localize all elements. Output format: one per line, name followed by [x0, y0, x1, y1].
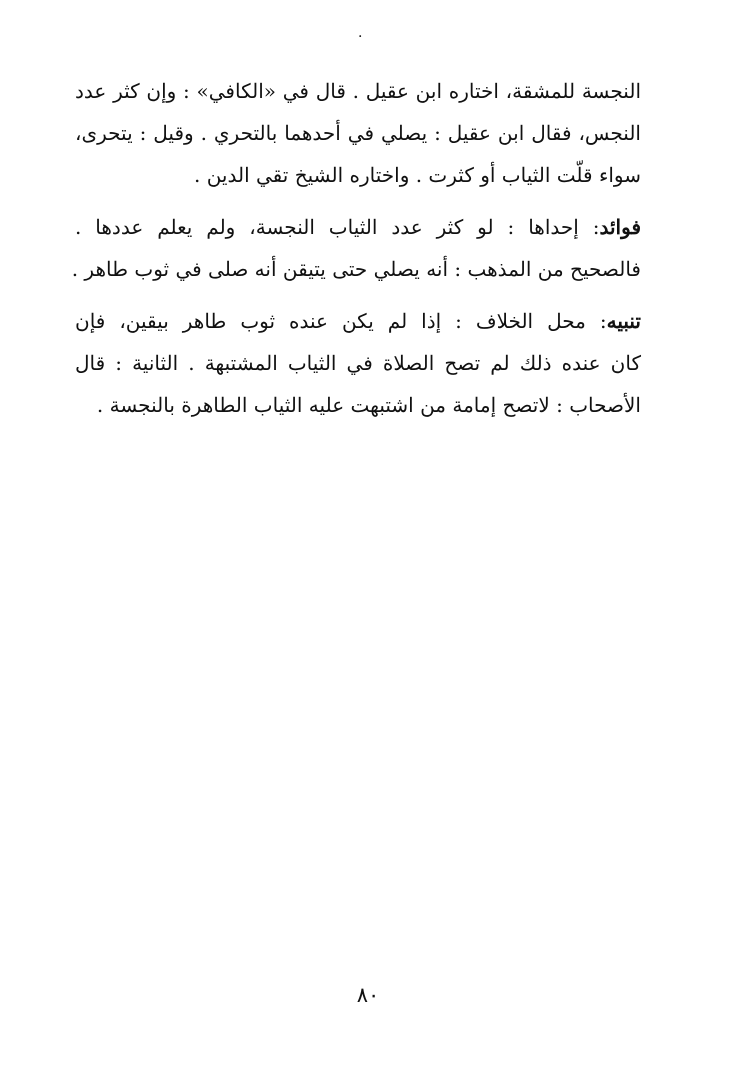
- text-segment: : إحداها : لو كثر عدد الثياب النجسة، ولم يعلم عددها .: [75, 215, 600, 239]
- text-line: كان عنده ذلك لم تصح الصلاة في الثياب المشتبهة . الثانية : قال: [75, 351, 641, 375]
- fawaid-heading: فوائد: [599, 215, 641, 239]
- body-text: [71, 70, 641, 436]
- text-line: [75, 300, 641, 342]
- text-line: النجس، فقال ابن عقيل : يصلي في أحدهما بالتحري . وقيل : يتحرى،: [75, 121, 641, 145]
- tanbih-heading: تنبيه: [606, 309, 641, 333]
- top-mark: ·: [358, 29, 363, 45]
- paragraph-1: [75, 70, 641, 196]
- text-line: الأصحاب : لاتصح إمامة من اشتبهت عليه الثياب الطاهرة بالنجسة .: [96, 393, 641, 417]
- text-line: النجسة للمشقة، اختاره ابن عقيل . قال في «الكافي» : وإن كثر عدد: [75, 79, 641, 103]
- text-line: سواء قلّت الثياب أو كثرت . واختاره الشيخ تقي الدين .: [193, 163, 641, 187]
- text-segment: : محل الخلاف : إذا لم يكن عنده ثوب طاهر بيقين، فإن: [75, 309, 607, 333]
- page-number: ٨٠: [356, 983, 380, 1007]
- paragraph-tanbih: [75, 300, 641, 426]
- text-line: [75, 206, 641, 248]
- paragraph-fawaid: [71, 206, 641, 290]
- text-line: فالصحيح من المذهب : أنه يصلي حتى يتيقن أنه صلى في ثوب طاهر .: [71, 257, 641, 281]
